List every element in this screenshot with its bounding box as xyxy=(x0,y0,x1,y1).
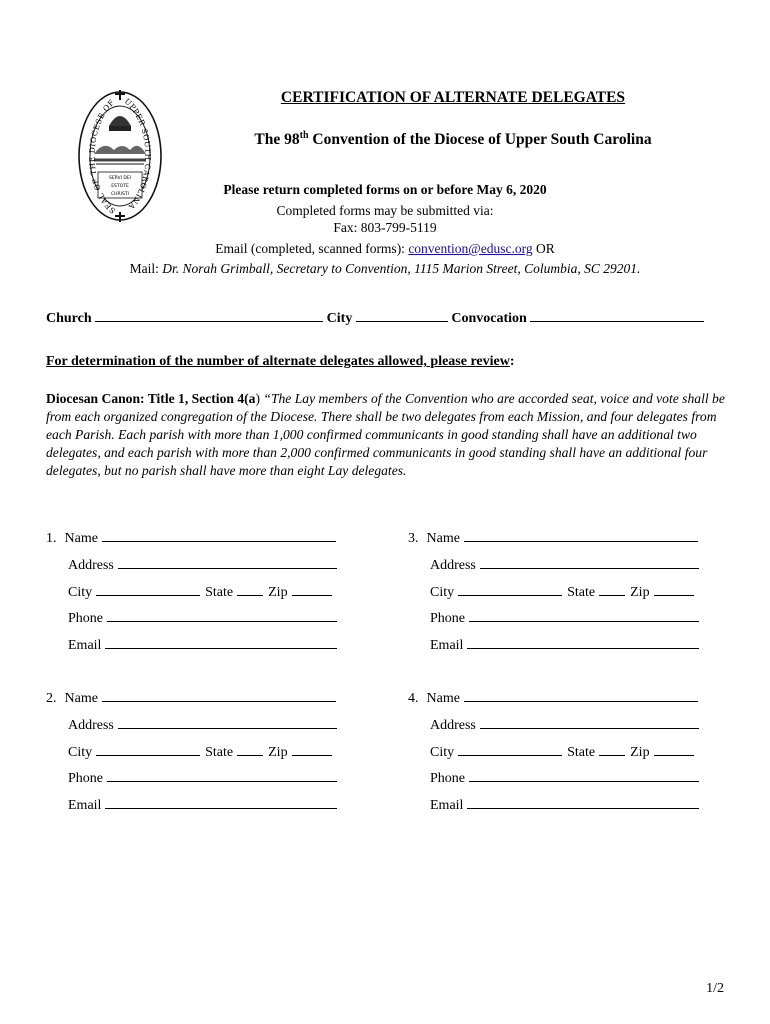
city-field[interactable] xyxy=(458,583,562,596)
phone-field[interactable] xyxy=(469,769,699,782)
delegate-row xyxy=(430,716,699,734)
phone-field[interactable] xyxy=(469,609,699,622)
zip-field[interactable] xyxy=(654,743,694,756)
name-field[interactable] xyxy=(102,689,336,702)
address-label: Address xyxy=(68,718,114,733)
name-label: Name xyxy=(426,691,460,706)
state-label: State xyxy=(205,585,234,600)
delegate-row xyxy=(46,689,336,707)
page-number: 1/2 xyxy=(706,981,724,996)
svg-text:CHRISTI: CHRISTI xyxy=(111,192,129,197)
state-field[interactable] xyxy=(599,583,625,596)
phone-label: Phone xyxy=(430,611,465,626)
city-label: City xyxy=(430,585,455,600)
email-instruction: Email (completed, scanned forms): convention@edusc.org OR xyxy=(215,241,555,256)
name-field[interactable] xyxy=(102,529,336,542)
phone-field[interactable] xyxy=(107,769,337,782)
state-label: State xyxy=(567,585,596,600)
name-field[interactable] xyxy=(464,689,698,702)
fax-number: Fax: 803-799-5119 xyxy=(333,220,437,235)
phone-label: Phone xyxy=(68,611,103,626)
email-label: Email xyxy=(68,798,102,813)
city-field[interactable] xyxy=(458,743,562,756)
state-field[interactable] xyxy=(237,583,263,596)
page-title: CERTIFICATION OF ALTERNATE DELEGATES xyxy=(280,89,626,106)
svg-text:SEAL OF THE DIOCESE OF: SEAL OF THE DIOCESE OF xyxy=(87,97,118,216)
city-label: City xyxy=(68,745,93,760)
mail-instruction: Mail: Dr. Norah Grimball, Secretary to Convention, 1115 Marion Street, Columbia, SC 29201. xyxy=(129,261,641,276)
delegate-row xyxy=(68,743,332,761)
state-field[interactable] xyxy=(599,743,625,756)
email-label: Email xyxy=(68,638,102,653)
submission-intro: Completed forms may be submitted via: xyxy=(276,203,494,218)
zip-field[interactable] xyxy=(292,583,332,596)
name-label: Name xyxy=(64,691,98,706)
email-label: Email xyxy=(430,798,464,813)
delegate-row xyxy=(68,796,337,814)
state-label: State xyxy=(205,745,234,760)
city-label: City xyxy=(326,311,353,326)
deadline-notice: Please return completed forms on or before May 6, 2020 xyxy=(223,182,547,197)
address-label: Address xyxy=(430,718,476,733)
email-label: Email xyxy=(430,638,464,653)
convention-subtitle: The 98th Convention of the Diocese of Upper South Carolina xyxy=(254,130,652,149)
zip-label: Zip xyxy=(268,745,288,760)
svg-text:UPPER SOUTH CAROLINA: UPPER SOUTH CAROLINA xyxy=(122,96,153,212)
delegate-row xyxy=(68,636,337,654)
city-field[interactable] xyxy=(356,309,448,322)
email-field[interactable] xyxy=(467,796,699,809)
svg-text:SERVI DEI: SERVI DEI xyxy=(108,176,132,181)
email-field[interactable] xyxy=(467,636,699,649)
delegate-row xyxy=(408,529,698,547)
address-label: Address xyxy=(68,558,114,573)
email-field[interactable] xyxy=(105,636,337,649)
zip-label: Zip xyxy=(268,585,288,600)
phone-label: Phone xyxy=(68,771,103,786)
address-field[interactable] xyxy=(480,556,699,569)
zip-label: Zip xyxy=(630,585,650,600)
delegate-row xyxy=(430,609,699,627)
state-field[interactable] xyxy=(237,743,263,756)
convocation-label: Convocation xyxy=(451,311,527,326)
email-link[interactable]: convention@edusc.org xyxy=(408,241,533,256)
city-label: City xyxy=(430,745,455,760)
zip-label: Zip xyxy=(630,745,650,760)
svg-text:ESTOTE: ESTOTE xyxy=(111,184,129,189)
delegate-row xyxy=(408,689,698,707)
delegate-row xyxy=(430,769,699,787)
delegate-number: 1. xyxy=(46,531,57,546)
zip-field[interactable] xyxy=(292,743,332,756)
address-field[interactable] xyxy=(118,716,337,729)
city-field[interactable] xyxy=(96,743,200,756)
delegate-row xyxy=(68,769,337,787)
delegate-row xyxy=(68,556,337,574)
state-label: State xyxy=(567,745,596,760)
name-label: Name xyxy=(64,531,98,546)
delegate-row xyxy=(68,583,332,601)
address-field[interactable] xyxy=(118,556,337,569)
city-field[interactable] xyxy=(96,583,200,596)
delegate-row xyxy=(430,636,699,654)
phone-field[interactable] xyxy=(107,609,337,622)
delegate-number: 4. xyxy=(408,691,419,706)
delegate-row xyxy=(430,556,699,574)
delegate-row xyxy=(430,743,694,761)
zip-field[interactable] xyxy=(654,583,694,596)
name-field[interactable] xyxy=(464,529,698,542)
delegate-row xyxy=(68,609,337,627)
church-row xyxy=(46,309,704,327)
delegate-number: 2. xyxy=(46,691,57,706)
email-field[interactable] xyxy=(105,796,337,809)
address-label: Address xyxy=(430,558,476,573)
convocation-field[interactable] xyxy=(530,309,704,322)
address-field[interactable] xyxy=(480,716,699,729)
delegate-row xyxy=(46,529,336,547)
church-field[interactable] xyxy=(95,309,323,322)
delegate-row xyxy=(430,796,699,814)
delegate-row xyxy=(68,716,337,734)
review-heading: For determination of the number of alternate delegates allowed, please review: xyxy=(46,354,515,369)
delegate-number: 3. xyxy=(408,531,419,546)
city-label: City xyxy=(68,585,93,600)
diocesan-canon-text: Diocesan Canon: Title 1, Section 4(a) “The Lay members of the Convention who are accorded seat, voice and vote shall be from each organized congregation of the Diocese. There shall be two delegates from each Mission, and four delegates from each Parish. Each parish with more than 1,000 confirmed communicants in good standing shall have an additional two delegates, and each parish with more than 2,000 confirmed communicants in good standing shall have an additional four delegates, but no parish shall have more than eight Lay delegates. xyxy=(46,391,725,478)
delegate-row xyxy=(430,583,694,601)
church-label: Church xyxy=(46,311,92,326)
phone-label: Phone xyxy=(430,771,465,786)
name-label: Name xyxy=(426,531,460,546)
